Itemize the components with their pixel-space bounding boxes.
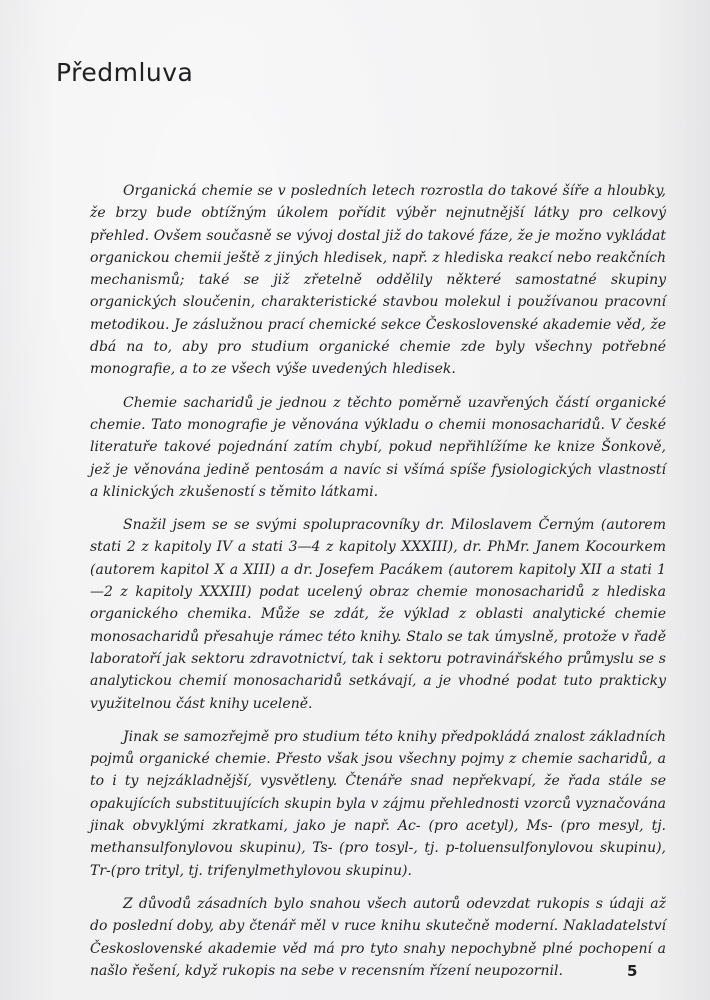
- paragraph-5: Z důvodů zásadních bylo snahou všech autorů odevzdat rukopis s údaji až do poslední doby, aby čtenář měl v ruce knihu skutečně moderní. Nakladatelství Československé akademie věd má pro tyto snahy nepochybně plné pochopení a našlo řešení, když rukopis na sebe v recensním řízení neupozornil.: [90, 895, 666, 979]
- page-number: 5: [627, 962, 638, 980]
- paragraph-4: Jinak se samozřejmě pro studium této knihy předpokládá znalost základních pojmů organické chemie. Přesto však jsou všechny pojmy z chemie sacharidů, a to i ty nejzákladnější, vysvětleny. Čtenáře snad nepřekvapí, že řada stále se opakujících substituujících skupin byla v zájmu přehlednosti vzorců vyznačována jinak obvyklými zkratkami, jako je např. Ac- (pro acetyl), Ms- (pro mesyl, tj. methansulfonylovou skupinu), Ts- (pro tosyl-, tj. p-toluensulfonylovou skupinu), Tr-(pro trityl, tj. trifenylmethylovou skupinu).: [90, 728, 666, 879]
- preface-body: [90, 180, 666, 979]
- paragraph-1: Organická chemie se v posledních letech rozrostla do takové šíře a hloubky, že brzy bude obtížným úkolem pořídit výběr nejnutnější látky pro celkový přehled. Ovšem současně se vývoj dostal již do takové fáze, že je možno vykládat organickou chemii ještě z jiných hledisek, např. z hlediska reakcí nebo reakčních mechanismů; také se již zřetelně oddělily některé samostatné skupiny organických sloučenin, charakteristické stavbou molekul i používanou pracovní metodikou. Je záslužnou prací chemické sekce Československé akademie věd, že dbá na to, aby pro studium organické chemie zde byly všechny potřebné monografie, a to ze všech výše uvedených hledisek.: [90, 183, 666, 378]
- paragraph-3: Snažil jsem se se svými spolupracovníky dr. Miloslavem Černým (autorem stati 2 z kapitoly IV a stati 3—4 z kapitoly XXXIII), dr. PhMr. Janem Kocourkem (autorem kapitol X a XIII) a dr. Josefem Pacákem (autorem kapitoly XII a stati 1—2 z kapitoly XXXIII) podat ucelený obraz chemie monosacharidů z hlediska organického chemika. Může se zdát, že výklad z oblasti analytické chemie monosacharidů přesahuje rámec této knihy. Stalo se tak úmyslně, protože v řadě laboratoří jak sektoru zdravotnictví, tak i sektoru potravinářského průmyslu se s analytickou chemií monosacharidů setkávají, a je vhodné podat tuto prakticky využitelnou část knihy uceleně.: [90, 517, 666, 712]
- page-title: Předmluva: [56, 58, 194, 87]
- paragraph-2: Chemie sacharidů je jednou z těchto poměrně uzavřených částí organické chemie. Tato monografie je věnována výkladu o chemii monosacharidů. V české literatuře takové pojednání zatím chybí, pokud nepřihlížíme ke knize Šonkově, jež je věnována jedině pentosám a navíc si všímá spíše fysiologických vlastností a klinických zkušeností s těmito látkami.: [90, 394, 666, 500]
